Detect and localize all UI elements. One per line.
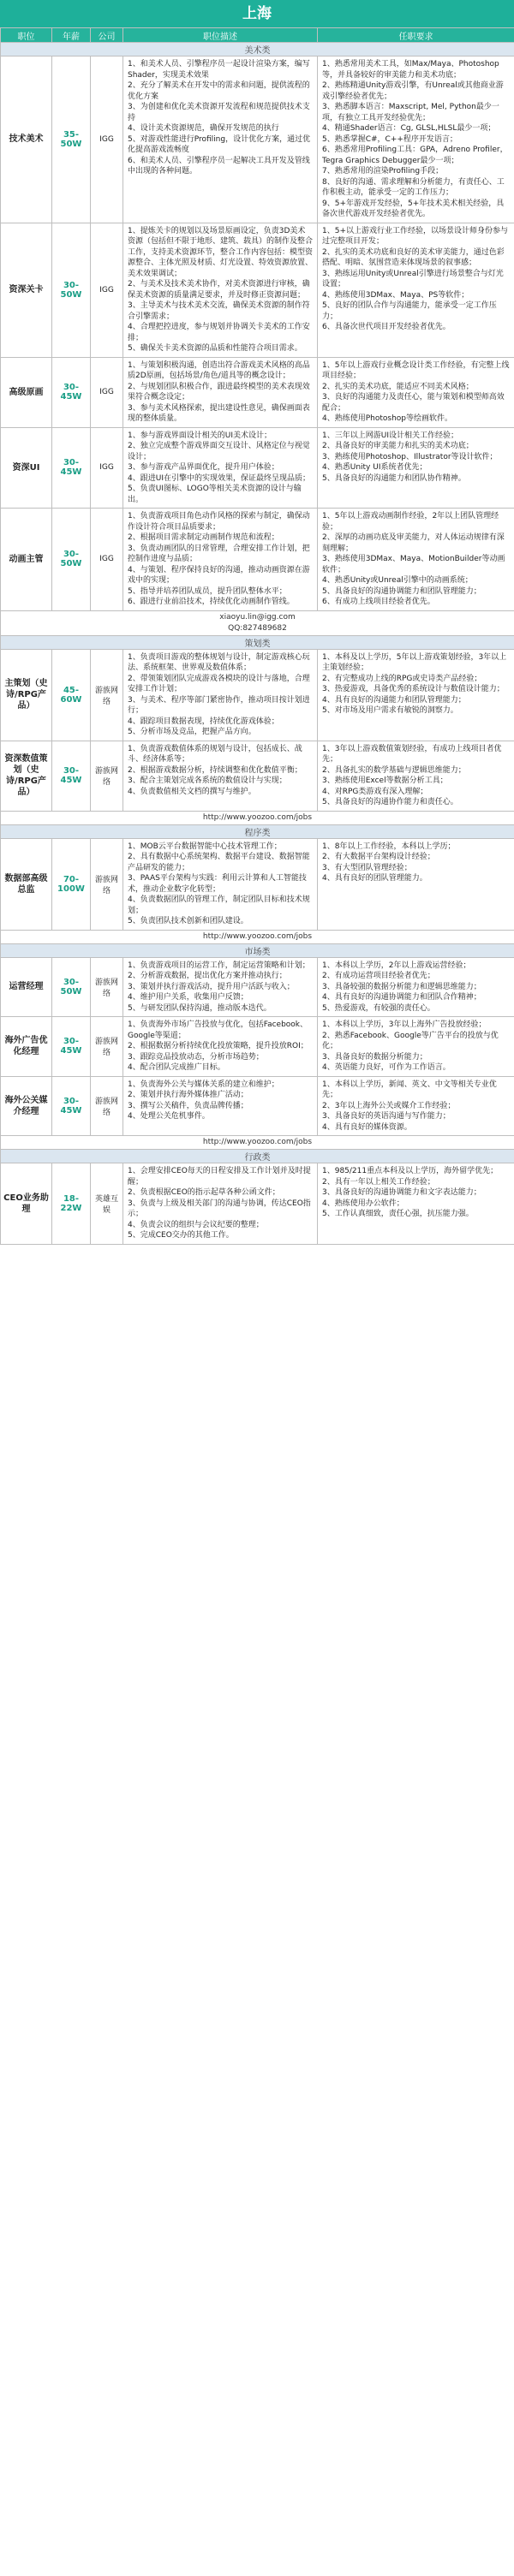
job-requirements-line: 4、具有良好的沟通能力和团队管理能力； bbox=[322, 695, 466, 705]
job-description-line: 1、负责游戏项目角色动作风格的探索与制定，确保动作设计符合项目品质要求； bbox=[128, 512, 310, 532]
section-header bbox=[1, 943, 514, 957]
job-description-line: 4、维护用户关系，收集用户反馈； bbox=[128, 993, 248, 1002]
job-requirements-line: 1、本科以上学历，新闻、英文、中文等相关专业优先； bbox=[322, 1080, 497, 1099]
job-description-line: 3、与美术、程序等部门紧密协作，推动项目按计划进行； bbox=[128, 695, 310, 715]
job-description-line: 4、负责数据团队的管理工作，制定团队目标和技术规划； bbox=[128, 895, 310, 915]
job-description-line: 4、负责会议的组织与会议纪要的整理； bbox=[128, 1220, 264, 1229]
job-requirements bbox=[318, 1163, 514, 1245]
job-requirements-line: 1、熟悉常用美术工具，如Max/Maya、Photoshop等，并具备较好的审美能力和美术功底； bbox=[322, 60, 499, 80]
job-requirements-line: 2、具有一年以上相关工作经验； bbox=[322, 1177, 435, 1187]
job-description-line: 4、合理把控进度，参与规划并协调关卡美术的工作安排； bbox=[128, 323, 310, 342]
job-requirements-line: 4、熟悉Unity或Unreal引擎中的动画系统； bbox=[322, 576, 473, 585]
job-requirements-line: 2、深厚的动画功底及审美能力，对人体运动规律有深刻理解； bbox=[322, 533, 505, 553]
header-job: 职位 bbox=[1, 28, 52, 43]
job-requirements-line: 2、具备扎实的数学基础与逻辑思维能力； bbox=[322, 765, 466, 775]
job-requirements-line: 1、本科以上学历，2年以上游戏运营经验； bbox=[322, 961, 471, 970]
job-title: 主策划（史诗/RPG产品） bbox=[1, 649, 52, 741]
job-description bbox=[123, 1163, 318, 1245]
job-requirements bbox=[318, 57, 514, 223]
job-description-line: 3、策划并执行游戏活动，提升用户活跃与收入； bbox=[128, 982, 295, 991]
company-name: 游族网络 bbox=[91, 1017, 123, 1077]
jobs-table bbox=[0, 27, 514, 1245]
job-description bbox=[123, 509, 318, 611]
company-name: IGG bbox=[91, 357, 123, 427]
job-title: CEO业务助理 bbox=[1, 1163, 52, 1245]
job-row bbox=[1, 1076, 514, 1136]
job-description-line: 3、参与美术风格探索，提出建设性意见，确保画面表现的整体质量。 bbox=[128, 403, 310, 423]
company-name: 英雄互娱 bbox=[91, 1163, 123, 1245]
contact-line[interactable]: http://www.yoozoo.com/jobs bbox=[202, 931, 313, 941]
job-description-line: 4、跟进UI在引擎中的实现效果，保证最终呈现品质； bbox=[128, 473, 310, 483]
job-requirements-line: 1、3年以上游戏数值策划经验，有成功上线项目者优先； bbox=[322, 744, 502, 764]
company-name: 游族网络 bbox=[91, 957, 123, 1017]
job-requirements-line: 3、热爱游戏，具备优秀的系统设计与数值设计能力； bbox=[322, 685, 505, 693]
salary-range: 35-50W bbox=[52, 57, 91, 223]
job-requirements bbox=[318, 357, 514, 427]
contact-row bbox=[1, 811, 514, 824]
job-row bbox=[1, 649, 514, 741]
salary-range: 30-45W bbox=[52, 1017, 91, 1077]
job-requirements-line: 5、对市场及用户需求有敏锐的洞察力。 bbox=[322, 706, 458, 715]
job-requirements bbox=[318, 427, 514, 509]
job-description bbox=[123, 741, 318, 811]
job-description-line: 5、对游戏性能进行Profiling，设计优化方案，通过优化提高游戏流畅度 bbox=[128, 134, 311, 154]
job-requirements-line: 1、8年以上工作经验，本科以上学历； bbox=[322, 842, 456, 851]
company-name: IGG bbox=[91, 57, 123, 223]
job-requirements-line: 4、具有良好的媒体资源。 bbox=[322, 1122, 412, 1132]
job-requirements-line: 2、有大数据平台架构设计经验； bbox=[322, 853, 435, 861]
table-header bbox=[1, 28, 514, 43]
job-requirements-line: 2、有成功运营项目经验者优先； bbox=[322, 972, 435, 980]
job-description-line: 2、与美术及技术美术协作，对美术资源进行审核，确保美术资源的质量满足要求，并及时修正资源问题； bbox=[128, 280, 310, 300]
job-description-line: 1、会理安排CEO每天的日程安排及工作计划并及时提醒； bbox=[128, 1167, 311, 1187]
job-description-line: 2、充分了解美术在开发中的需求和问题，提供流程的优化方案 bbox=[128, 81, 310, 101]
job-requirements-line: 2、具备良好的审美能力和扎实的美术功底； bbox=[322, 442, 474, 450]
job-title: 动画主管 bbox=[1, 509, 52, 611]
job-row bbox=[1, 957, 514, 1017]
job-description bbox=[123, 649, 318, 741]
job-row bbox=[1, 1163, 514, 1245]
section-header bbox=[1, 824, 514, 838]
job-description-line: 6、和美术人员、引擎程序员一起解决工具开发及管线中出现的各种问题。 bbox=[128, 156, 310, 176]
salary-range: 30-45W bbox=[52, 357, 91, 427]
job-description-line: 2、与规划团队积极合作，跟进最终模型的美术表现效果符合概念设定； bbox=[128, 382, 310, 402]
job-requirements bbox=[318, 838, 514, 930]
job-description-line: 1、和美术人员、引擎程序员一起设计渲染方案，编写Shader，实现美术效果 bbox=[128, 60, 310, 80]
job-description-line: 5、负责UI图标、LOGO等相关美术资源的设计与输出。 bbox=[128, 485, 302, 504]
job-description-line: 2、根据项目需求制定动画制作规范和流程； bbox=[128, 533, 279, 542]
section-title: 市场类 bbox=[1, 943, 514, 957]
contact-line[interactable]: xiaoyu.lin@igg.com bbox=[219, 612, 296, 622]
job-description-line: 2、根据游戏数据分析，持续调整和优化数值平衡； bbox=[128, 765, 302, 775]
job-description-line: 3、参与游戏产品界面优化，提升用户体验； bbox=[128, 463, 279, 472]
job-requirements-line: 1、5年以上游戏行业概念设计类工作经验，有完整上线项目经验； bbox=[322, 360, 510, 380]
job-requirements-line: 8、良好的沟通、需求理解和分析能力，有责任心、工作积极主动，能承受一定的工作压力； bbox=[322, 177, 505, 197]
job-description-line: 1、提炼关卡的规划以及场景原画设定，负责3D美术资源（包括但不限于地形、建筑、载具）的制作及整合工作，支持美术资源环节，整合工作内容包括：模型资源整合、主体光照及材质、灯光设置、特效资源放置、美术效果调试； bbox=[128, 226, 314, 278]
header-description: 职位描述 bbox=[123, 28, 318, 43]
job-description bbox=[123, 1076, 318, 1136]
job-row bbox=[1, 509, 514, 611]
salary-range: 45-60W bbox=[52, 649, 91, 741]
job-description-line: 3、跟踪竞品投放动态，分析市场趋势； bbox=[128, 1052, 264, 1062]
contact-info bbox=[1, 930, 514, 943]
job-description-line: 1、负责海外市场广告投放与优化，包括Facebook、Google等渠道； bbox=[128, 1020, 308, 1040]
job-description bbox=[123, 957, 318, 1017]
job-description-line: 4、配合团队完成推广目标。 bbox=[128, 1063, 225, 1072]
job-requirements-line: 4、精通Shader语言：Cg, GLSL,HLSL最少一项； bbox=[322, 124, 496, 133]
salary-range: 30-45W bbox=[52, 741, 91, 811]
job-requirements-line: 1、本科以上学历，3年以上海外广告投放经验； bbox=[322, 1020, 487, 1029]
job-description-line: 4、设计美术资源规范，确保开发规范的执行 bbox=[128, 124, 279, 133]
job-description-line: 3、PAAS平台架构与实践：利用云计算和人工智能技术，推动企业数字化转型； bbox=[128, 874, 307, 894]
job-requirements-line: 3、熟练使用Excel等数据分析工具； bbox=[322, 776, 448, 785]
job-description-line: 1、MOB云平台数据智能中心技术管理工作； bbox=[128, 842, 282, 851]
job-requirements-line: 3、有大型团队管理经验； bbox=[322, 863, 412, 872]
header-salary: 年薪 bbox=[52, 28, 91, 43]
job-requirements-line: 5、具备良好的沟通能力和团队协作精神。 bbox=[322, 473, 466, 483]
job-requirements bbox=[318, 649, 514, 741]
job-requirements-line: 5、具备良好的沟通协作能力和责任心。 bbox=[322, 798, 458, 806]
contact-line[interactable]: http://www.yoozoo.com/jobs bbox=[202, 1138, 313, 1146]
contact-line[interactable]: http://www.yoozoo.com/jobs bbox=[202, 812, 313, 822]
job-requirements-line: 9、5+年游戏开发经验，5+年技术美术相关经验，具备次世代游戏开发经验者优先。 bbox=[322, 199, 505, 218]
job-description-line: 2、独立完成整个游戏界面交互设计、风格定位与视觉设计； bbox=[128, 442, 310, 461]
section-title: 美术类 bbox=[1, 43, 514, 57]
job-description-line: 2、负责根据CEO的指示起草各种公函文件； bbox=[128, 1188, 280, 1197]
job-requirements-line: 1、三年以上网游UI设计相关工作经验； bbox=[322, 431, 458, 440]
job-requirements-line: 4、具有良好的沟通协调能力和团队合作精神； bbox=[322, 993, 481, 1002]
job-description-line: 1、负责项目游戏的整体规划与设计，制定游戏核心玩法、系统框架、世界观及数值体系； bbox=[128, 652, 310, 672]
job-requirements-line: 3、良好的沟通能力及责任心，能与策划和模型师高效配合； bbox=[322, 393, 505, 413]
job-description-line: 3、负责与上级及相关部门的沟通与协调，传达CEO指示； bbox=[128, 1199, 311, 1218]
job-description-line: 2、策划并执行海外媒体推广活动； bbox=[128, 1091, 248, 1099]
job-title: 数据部高级总监 bbox=[1, 838, 52, 930]
job-requirements-line: 1、985/211重点本科及以上学历，海外留学优先； bbox=[322, 1167, 499, 1175]
salary-range: 18-22W bbox=[52, 1163, 91, 1245]
job-row bbox=[1, 57, 514, 223]
job-description-line: 5、指导并培养团队成员，提升团队整体水平； bbox=[128, 586, 287, 596]
job-description-line: 3、为创建和优化美术资源开发流程和规范提供技术支持 bbox=[128, 103, 310, 122]
job-requirements-line: 3、具备较强的数据分析能力和逻辑思维能力； bbox=[322, 982, 481, 991]
job-requirements bbox=[318, 1076, 514, 1136]
page-title: 上海 bbox=[0, 0, 514, 27]
section-title: 行政类 bbox=[1, 1150, 514, 1163]
job-title: 技术美术 bbox=[1, 57, 52, 223]
job-description-line: 4、处理公关危机事件。 bbox=[128, 1112, 210, 1121]
job-requirements-line: 3、熟悉脚本语言：Maxscript, Mel, Python最少一项，有独立工具开发经验优先； bbox=[322, 103, 499, 122]
salary-range: 30-50W bbox=[52, 509, 91, 611]
job-listing-page bbox=[0, 0, 514, 1245]
job-description bbox=[123, 427, 318, 509]
job-title: 资深数值策划（史诗/RPG产品） bbox=[1, 741, 52, 811]
job-description-line: 1、负责游戏数值体系的规划与设计，包括成长、战斗、经济体系等； bbox=[128, 744, 302, 764]
job-title: 海外广告优化经理 bbox=[1, 1017, 52, 1077]
job-requirements-line: 2、熟练精通Unity游戏引擎，有Unreal或其他商业游戏引擎经验者优先； bbox=[322, 81, 504, 101]
job-title: 资深UI bbox=[1, 427, 52, 509]
contact-row bbox=[1, 930, 514, 943]
job-title: 高级原画 bbox=[1, 357, 52, 427]
company-name: 游族网络 bbox=[91, 649, 123, 741]
job-description-line: 5、与研发团队保持沟通，推动版本迭代。 bbox=[128, 1003, 272, 1013]
job-description bbox=[123, 838, 318, 930]
job-description-line: 3、主导美术与技术美术交流，确保美术资源的制作符合引擎需求； bbox=[128, 301, 310, 321]
job-description-line: 5、确保关卡美术资源的品质和性能符合项目需求。 bbox=[128, 344, 302, 353]
job-description-line: 4、跟踪项目数据表现，持续优化游戏体验； bbox=[128, 717, 279, 726]
job-row bbox=[1, 1017, 514, 1077]
job-description-line: 6、跟进行业前沿技术，持续优化动画制作管线。 bbox=[128, 598, 295, 606]
job-requirements-line: 3、具备良好的沟通协调能力和文字表达能力； bbox=[322, 1188, 481, 1197]
job-row bbox=[1, 223, 514, 357]
job-description bbox=[123, 223, 318, 357]
job-description-line: 5、分析市场及竞品，把握产品方向。 bbox=[128, 728, 256, 736]
job-description-line: 3、撰写公关稿件，负责品牌传播； bbox=[128, 1101, 248, 1110]
job-description-line: 1、负责海外公关与媒体关系的建立和维护； bbox=[128, 1080, 279, 1089]
contact-info bbox=[1, 1136, 514, 1150]
section-header bbox=[1, 1150, 514, 1163]
job-requirements-line: 3、熟练使用3DMax、Maya、MotionBuilder等动画软件； bbox=[322, 555, 505, 574]
job-requirements-line: 4、熟练使用办公软件； bbox=[322, 1199, 404, 1208]
job-title: 运营经理 bbox=[1, 957, 52, 1017]
job-requirements-line: 5、熟悉掌握C#，C++程序开发语言； bbox=[322, 134, 457, 144]
job-requirements-line: 2、3年以上海外公关或媒介工作经验； bbox=[322, 1101, 456, 1110]
job-requirements-line: 5、具备良好的沟通协调能力和团队管理能力； bbox=[322, 586, 481, 596]
job-description-line: 5、完成CEO交办的其他工作。 bbox=[128, 1231, 234, 1240]
job-description-line: 1、负责游戏项目的运营工作，制定运营策略和计划； bbox=[128, 961, 310, 970]
contact-info bbox=[1, 811, 514, 824]
contact-row bbox=[1, 1136, 514, 1150]
job-row bbox=[1, 741, 514, 811]
job-requirements-line: 2、扎实的美术功底，能适应不同美术风格； bbox=[322, 382, 474, 391]
company-name: IGG bbox=[91, 509, 123, 611]
section-title: 策划类 bbox=[1, 635, 514, 649]
jobs-table-body bbox=[1, 43, 514, 1245]
job-requirements bbox=[318, 223, 514, 357]
job-description bbox=[123, 57, 318, 223]
job-requirements bbox=[318, 741, 514, 811]
section-header bbox=[1, 43, 514, 57]
job-requirements-line: 2、熟悉Facebook、Google等广告平台的投放与优化； bbox=[322, 1031, 499, 1050]
company-name: IGG bbox=[91, 223, 123, 357]
job-requirements-line: 1、5年以上游戏动画制作经验，2年以上团队管理经验； bbox=[322, 512, 499, 532]
job-title: 海外公关媒介经理 bbox=[1, 1076, 52, 1136]
company-name: 游族网络 bbox=[91, 1076, 123, 1136]
company-name: IGG bbox=[91, 427, 123, 509]
job-requirements-line: 2、有完整成功上线的RPG或史诗类产品经验； bbox=[322, 674, 482, 683]
job-requirements-line: 3、具备良好的数据分析能力； bbox=[322, 1052, 427, 1062]
job-description bbox=[123, 357, 318, 427]
job-requirements-line: 3、熟练运用Unity或Unreal引擎进行场景整合与灯光设置； bbox=[322, 269, 504, 289]
job-requirements-line: 7、熟悉常用的渲染Profiling手段； bbox=[322, 167, 444, 176]
header-requirements: 任职要求 bbox=[318, 28, 514, 43]
job-description-line: 4、与策划、程序保持良好的沟通，推动动画资源在游戏中的实现； bbox=[128, 565, 310, 585]
job-requirements-line: 4、对RPG类游戏有深入理解； bbox=[322, 787, 428, 796]
job-requirements-line: 1、5+以上游戏行业工作经验，以场景设计师身份参与过完整项目开发； bbox=[322, 226, 508, 246]
job-requirements-line: 6、有成功上线项目经验者优先。 bbox=[322, 598, 435, 606]
job-description-line: 1、参与游戏界面设计相关的UI美术设计； bbox=[128, 431, 272, 440]
job-requirements-line: 4、英语能力良好，可作为工作语言。 bbox=[322, 1063, 451, 1072]
job-description-line: 3、配合主策划完成各系统的数值设计与实现； bbox=[128, 776, 287, 785]
contact-line[interactable]: QQ:827489682 bbox=[228, 623, 287, 633]
job-description-line: 4、负责数值相关文档的撰写与维护。 bbox=[128, 787, 256, 796]
job-requirements-line: 4、熟练使用3DMax、Maya、PS等软件； bbox=[322, 290, 469, 300]
salary-range: 70-100W bbox=[52, 838, 91, 930]
salary-range: 30-45W bbox=[52, 1076, 91, 1136]
job-requirements-line: 5、工作认真细致，责任心强，抗压能力强。 bbox=[322, 1210, 474, 1218]
job-requirements-line: 3、具备良好的英语沟通与写作能力； bbox=[322, 1112, 451, 1121]
job-requirements-line: 6、熟悉常用Profiling工具：GPA，Adreno Profiler，Tegra Graphics Debugger最少一项； bbox=[322, 146, 508, 165]
job-requirements-line: 2、扎实的美术功底和良好的美术审美能力，通过色彩搭配、明暗、氛围营造来体现场景的叙事感； bbox=[322, 247, 505, 267]
job-description-line: 2、分析游戏数据，提出优化方案并推动执行； bbox=[128, 972, 287, 980]
company-name: 游族网络 bbox=[91, 741, 123, 811]
job-requirements-line: 4、熟练使用Photoshop等绘画软件。 bbox=[322, 414, 453, 423]
job-requirements-line: 5、热爱游戏，有较强的责任心。 bbox=[322, 1003, 435, 1013]
job-row bbox=[1, 357, 514, 427]
job-description-line: 2、具有数据中心系统架构、数据平台建设、数据智能产品研发的能力； bbox=[128, 853, 310, 872]
job-requirements bbox=[318, 957, 514, 1017]
job-description-line: 3、负责动画团队的日常管理，合理安排工作计划，把控制作进度与品质； bbox=[128, 544, 310, 563]
job-requirements-line: 3、熟练使用Photoshop、Illustrator等设计软件； bbox=[322, 452, 498, 461]
job-description-line: 1、与策划积极沟通，创造出符合游戏美术风格的高品质2D原画，包括场景/角色/道具等的概念设计； bbox=[128, 360, 310, 380]
section-title: 程序类 bbox=[1, 824, 514, 838]
job-requirements-line: 5、良好的团队合作与沟通能力，能承受一定工作压力； bbox=[322, 301, 497, 321]
section-header bbox=[1, 635, 514, 649]
salary-range: 30-50W bbox=[52, 223, 91, 357]
job-requirements-line: 1、本科及以上学历，5年以上游戏策划经验，3年以上主策划经验； bbox=[322, 652, 507, 672]
contact-row bbox=[1, 610, 514, 635]
salary-range: 30-45W bbox=[52, 427, 91, 509]
job-description-line: 2、根据数据分析持续优化投放策略，提升投放ROI； bbox=[128, 1042, 308, 1050]
job-title: 资深关卡 bbox=[1, 223, 52, 357]
job-description bbox=[123, 1017, 318, 1077]
job-requirements-line: 4、具有良好的团队管理能力。 bbox=[322, 874, 427, 883]
job-row bbox=[1, 427, 514, 509]
header-company: 公司 bbox=[91, 28, 123, 43]
job-row bbox=[1, 838, 514, 930]
job-requirements bbox=[318, 1017, 514, 1077]
job-requirements-line: 4、熟悉Unity UI系统者优先； bbox=[322, 463, 427, 472]
job-description-line: 2、带领策划团队完成游戏各模块的设计与落地，合理安排工作计划； bbox=[128, 674, 310, 693]
company-name: 游族网络 bbox=[91, 838, 123, 930]
salary-range: 30-50W bbox=[52, 957, 91, 1017]
job-requirements-line: 6、具备次世代项目开发经验者优先。 bbox=[322, 323, 451, 331]
job-requirements bbox=[318, 509, 514, 611]
job-description-line: 5、负责团队技术创新和团队建设。 bbox=[128, 917, 248, 925]
contact-info bbox=[1, 610, 514, 635]
